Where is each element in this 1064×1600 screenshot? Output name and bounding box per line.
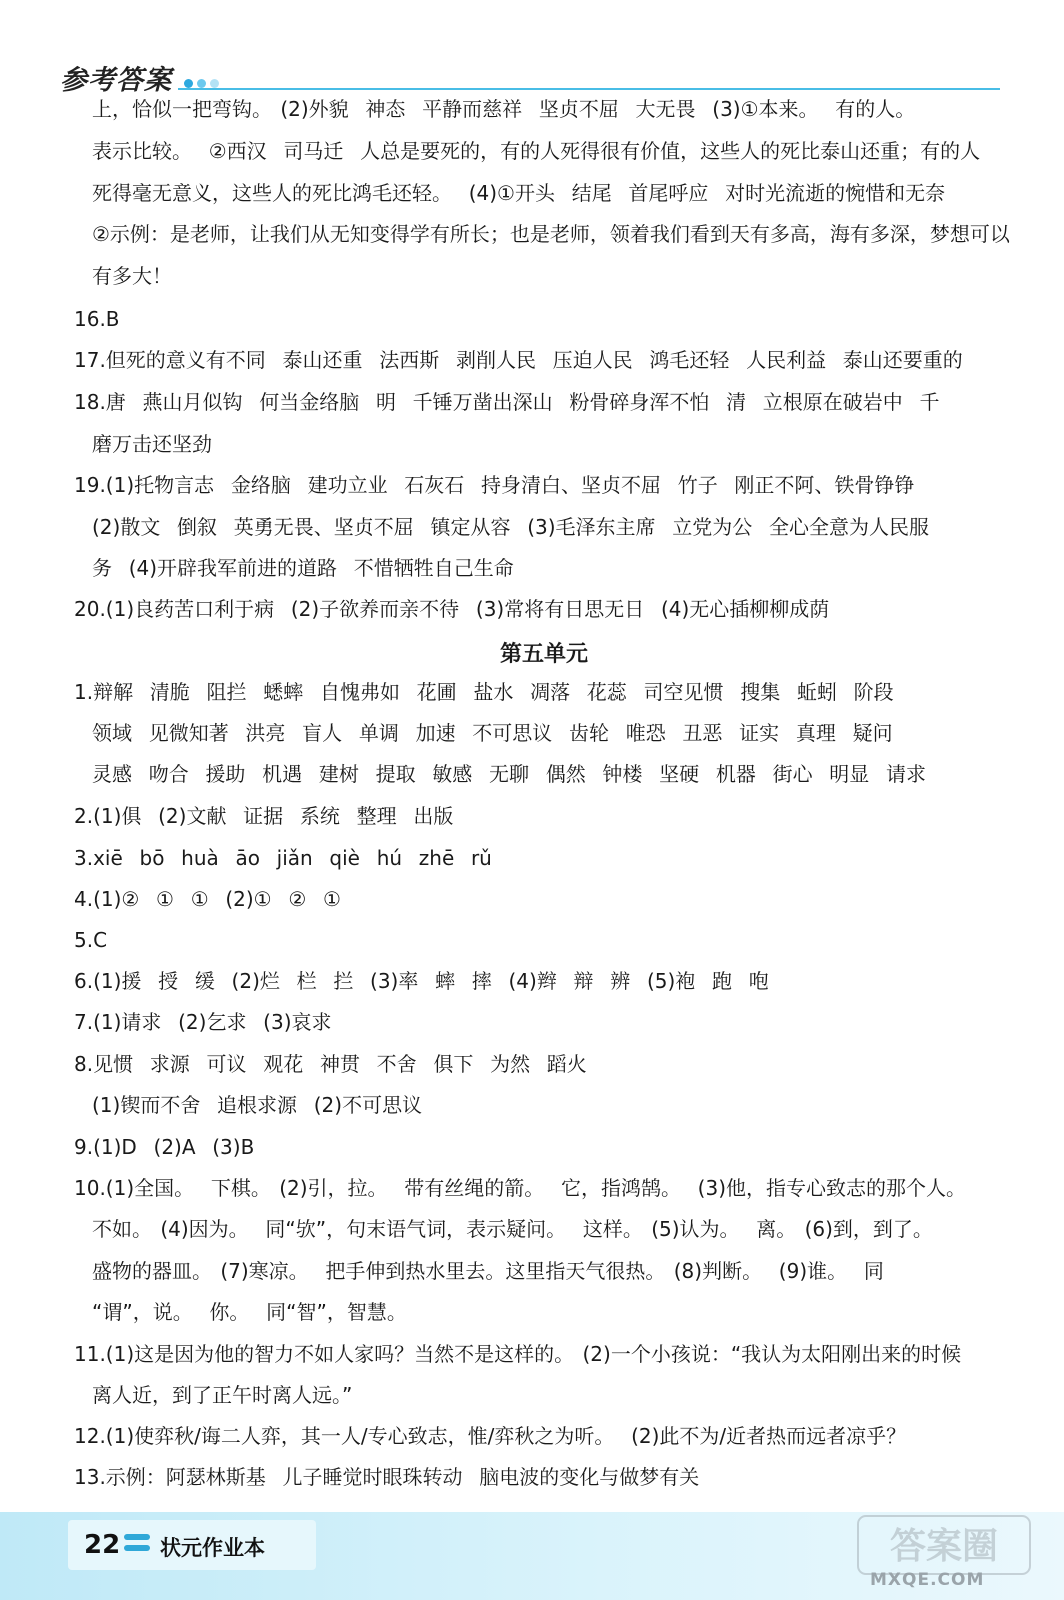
answer-line-9: 磨万击还坚劲: [92, 432, 212, 456]
answer-line-26: 9.(1)D (2)A (3)B: [74, 1135, 255, 1159]
answer-line-20: 4.(1)② ① ① (2)① ② ①: [74, 887, 341, 911]
answer-line-6: 16.B: [74, 307, 120, 331]
watermark-logo-text: 答案圈: [889, 1526, 999, 1567]
answer-line-4: ②示例：是老师，让我们从无知变得学有所长；也是老师，领着我们看到天有多高，海有多深，梦想可以: [92, 222, 1010, 246]
answer-line-3: 死得毫无意义，这些人的死比鸿毛还轻。 (4)①开头 结尾 首尾呼应 对时光流逝的惋惜和无奈: [92, 181, 946, 205]
answer-line-33: 12.(1)使弈秋/诲二人弈，其一人/专心致志，惟/弈秋之为听。 (2)此不为/近者热而远者凉乎？: [74, 1424, 907, 1448]
answer-line-17: 灵感 吻合 援助 机遇 建树 提取 敏感 无聊 偶然 钟楼 坚硬 机器 街心 明显 请求: [92, 762, 927, 786]
answer-line-32: 离人近，到了正午时离人远。”: [92, 1383, 353, 1407]
page-number: 22: [84, 1530, 121, 1560]
answer-line-27: 10.(1)全国。 下棋。 (2)引，拉。 带有丝绳的箭。 它，指鸿鹄。 (3)他，指专心致志的那个人。: [74, 1176, 967, 1200]
answer-line-16: 领域 见微知著 洪亮 盲人 单调 加速 不可思议 齿轮 唯恐 丑恶 证实 真理 疑问: [92, 721, 893, 745]
header-dot-2: [197, 79, 206, 88]
answer-line-25: (1)锲而不舍 追根求源 (2)不可思议: [92, 1093, 423, 1117]
answer-line-11: (2)散文 倒叙 英勇无畏、坚贞不屈 镇定从容 (3)毛泽东主席 立党为公 全心全意为人民服: [92, 515, 929, 539]
page-mark-bar-1: [124, 1534, 150, 1540]
answer-line-23: 7.(1)请求 (2)乞求 (3)哀求: [74, 1010, 332, 1034]
answer-line-7: 17.但死的意义有不同 泰山还重 法西斯 剥削人民 压迫人民 鸿毛还轻 人民利益 泰山还要重的: [74, 348, 963, 372]
answer-line-34: 13.示例：阿瑟林斯基 儿子睡觉时眼珠转动 脑电波的变化与做梦有关: [74, 1465, 700, 1489]
answer-line-19: 3.xiē bō huà āo jiǎn qiè hú zhē rǔ: [74, 846, 492, 870]
answer-line-1: 上，恰似一把弯钩。 (2)外貌 神态 平静而慈祥 坚贞不屈 大无畏 (3)①本来。 有的人。: [92, 97, 916, 121]
answer-line-21: 5.C: [74, 928, 108, 952]
page-mark-bar-2: [124, 1545, 150, 1551]
answer-line-12: 务 (4)开辟我军前进的道路 不惜牺牲自己生命: [92, 556, 514, 580]
answer-line-22: 6.(1)援 授 缓 (2)烂 栏 拦 (3)率 蟀 摔 (4)辫 辩 辨 (5)袍 跑 咆: [74, 969, 769, 993]
answer-line-28: 不如。 (4)因为。 同“欤”，句末语气词，表示疑问。 这样。 (5)认为。 离。 (6)到，到了。: [92, 1217, 933, 1241]
header-title: 参考答案: [60, 65, 172, 96]
answer-line-10: 19.(1)托物言志 金络脑 建功立业 石灰石 持身清白、坚贞不屈 竹子 刚正不阿、铁骨铮铮: [74, 473, 915, 497]
header-dot-1: [184, 79, 193, 88]
answer-line-15: 1.辩解 清脆 阻拦 蟋蟀 自愧弗如 花圃 盐水 凋落 花蕊 司空见惯 搜集 蚯蚓 阶段: [74, 680, 894, 704]
answer-line-13: 20.(1)良药苦口利于病 (2)子欲养而亲不待 (3)常将有日思无日 (4)无心插柳柳成荫: [74, 597, 830, 621]
answer-line-29: 盛物的器皿。 (7)寒凉。 把手伸到热水里去。这里指天气很热。 (8)判断。 (9)谁。 同: [92, 1259, 884, 1283]
answer-line-31: 11.(1)这是因为他的智力不如人家吗？当然不是这样的。 (2)一个小孩说：“我认为太阳刚出来的时候: [74, 1342, 962, 1366]
answer-line-18: 2.(1)俱 (2)文献 证据 系统 整理 出版: [74, 804, 454, 828]
answer-line-24: 8.见惯 求源 可议 观花 神贯 不舍 俱下 为然 蹈火: [74, 1052, 587, 1076]
answer-line-8: 18.唐 燕山月似钩 何当金络脑 明 千锤万凿出深山 粉骨碎身浑不怕 清 立根原在破岩中 千: [74, 390, 940, 414]
header-rule: [178, 88, 1000, 90]
header-dot-3: [210, 79, 219, 88]
watermark-site: MXQE.COM: [870, 1570, 985, 1590]
answer-line-2: 表示比较。 ②西汉 司马迁 人总是要死的，有的人死得很有价值，这些人的死比泰山还重；有的人: [92, 139, 981, 163]
page-header: [60, 58, 1000, 94]
answer-line-5: 有多大！: [92, 264, 172, 288]
section-title: 第五单元: [499, 642, 588, 667]
answer-line-30: “谓”，说。 你。 同“智”，智慧。: [92, 1300, 407, 1324]
book-title: 状元作业本: [160, 1536, 265, 1560]
page-mark-icon: [124, 1534, 150, 1556]
